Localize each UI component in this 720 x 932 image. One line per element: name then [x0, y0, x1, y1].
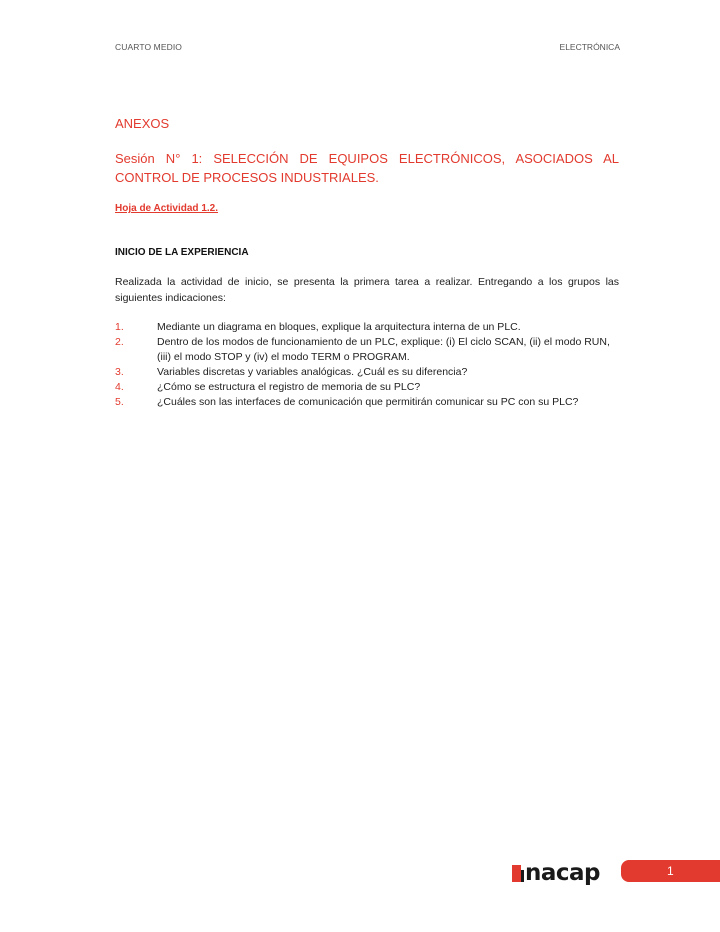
logo-text: nacap [525, 860, 601, 886]
instruction-list [115, 320, 619, 410]
list-item-text: ¿Cuáles son las interfaces de comunicación que permitirán comunicar su PC con su PLC? [157, 396, 579, 408]
page-number: 1 [667, 864, 674, 878]
activity-sheet-heading: Hoja de Actividad 1.2. [115, 203, 218, 214]
list-item [115, 365, 619, 380]
section-title: INICIO DE LA EXPERIENCIA [115, 247, 249, 258]
annex-title: ANEXOS [115, 116, 170, 131]
list-item [115, 380, 619, 395]
list-item-text: Dentro de los modos de funcionamiento de un PLC, explique: (i) El ciclo SCAN, (ii) el modo RUN, (iii) el modo STOP y (iv) el modo TERM o PROGRAM. [157, 336, 610, 363]
list-item-text: ¿Cómo se estructura el registro de memoria de su PLC? [157, 381, 421, 393]
logo-mark-icon [512, 865, 521, 882]
page-number-badge [621, 860, 720, 882]
list-item-number: 4. [115, 381, 124, 393]
inacap-logo [512, 859, 600, 887]
list-item-text: Mediante un diagrama en bloques, explique la arquitectura interna de un PLC. [157, 321, 521, 333]
header-course-label: CUARTO MEDIO [115, 42, 183, 52]
list-item-number: 3. [115, 366, 124, 378]
list-item-number: 2. [115, 336, 124, 348]
list-item-text: Variables discretas y variables analógicas. ¿Cuál es su diferencia? [157, 366, 468, 378]
list-item [115, 335, 619, 365]
list-item-number: 1. [115, 321, 124, 333]
list-item-number: 5. [115, 396, 124, 408]
intro-paragraph: Realizada la actividad de inicio, se presenta la primera tarea a realizar. Entregando a los grupos las siguientes indicaciones: [115, 276, 619, 304]
session-title: Sesión N° 1: SELECCIÓN DE EQUIPOS ELECTRÓNICOS, ASOCIADOS AL CONTROL DE PROCESOS INDUSTRIALES. [115, 151, 619, 185]
list-item [115, 320, 619, 335]
list-item [115, 395, 619, 410]
header-subject-label: ELECTRÓNICA [559, 42, 620, 52]
